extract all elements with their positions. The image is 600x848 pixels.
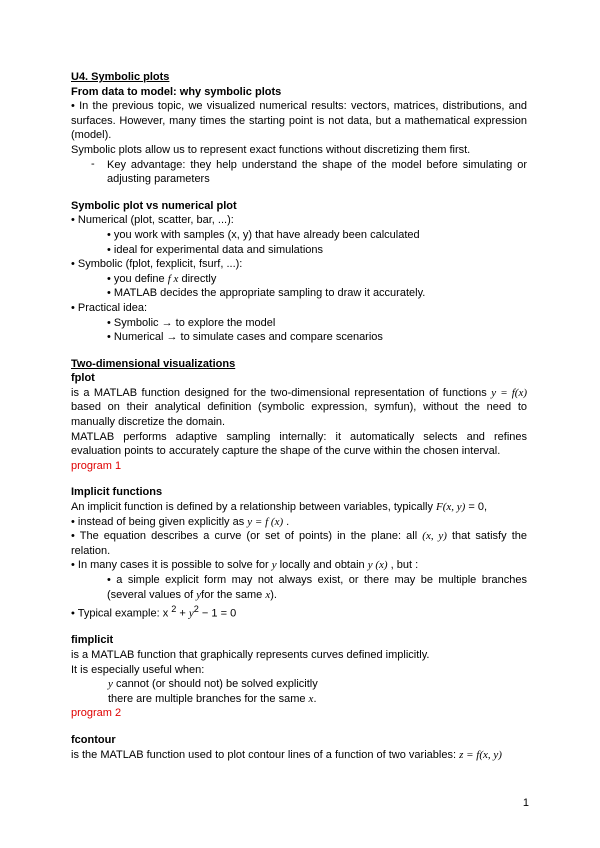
paragraph-line: is a MATLAB function that graphically represents curves defined implicitly. bbox=[71, 649, 430, 662]
paragraph-line: manually discretize the domain. bbox=[71, 416, 226, 429]
paragraph-line: is a MATLAB function designed for the two-dimensional representation of functions y = f(x) bbox=[71, 386, 528, 399]
page-number: 1 bbox=[522, 797, 529, 809]
key-advantage-line: adjusting parameters bbox=[107, 173, 210, 186]
paragraph-line: MATLAB performs adaptive sampling internally: it automatically selects and refines bbox=[71, 430, 527, 443]
paragraph-line: Symbolic plots allow us to represent exact functions without discretizing them first. bbox=[71, 143, 471, 156]
sub-bullet: • you define f x directly bbox=[107, 272, 217, 285]
indented-line: there are multiple branches for the same x. bbox=[108, 692, 317, 705]
paragraph-line: • The equation describes a curve (or set of points) in the plane: all (x, y) that satisfy the bbox=[71, 530, 527, 543]
paragraph-line: is the MATLAB function used to plot contour lines of a function of two variables: z = f(x, y) bbox=[71, 748, 502, 761]
section-heading-from-data: From data to model: why symbolic plots bbox=[71, 85, 282, 98]
paragraph-line: • Typical example: x $^2 + y^2 - 1 = 0$ bbox=[71, 604, 237, 620]
paragraph-line: based on their analytical definition (symbolic expression, symfun), without the need to bbox=[71, 401, 527, 414]
key-advantage-line: Key advantage: they help understand the shape of the model before simulating or bbox=[107, 158, 527, 171]
sub-bullet: • Numerical → to simulate cases and compare scenarios bbox=[107, 331, 383, 344]
paragraph-line: It is especially useful when: bbox=[71, 663, 205, 676]
program-label: program 2 bbox=[71, 707, 122, 720]
sub-bullet: • ideal for experimental data and simulations bbox=[107, 243, 324, 256]
document-body bbox=[71, 70, 527, 762]
paragraph-line: An implicit function is defined by a relationship between variables, typically F(x, y) = 0, bbox=[71, 501, 488, 514]
indented-line: y cannot (or should not) be solved explicitly bbox=[108, 678, 318, 691]
paragraph-line: • In many cases it is possible to solve for y locally and obtain y (x) , but : bbox=[71, 559, 419, 572]
sub-bullet-cont: (several values of yfor the same x). bbox=[107, 588, 277, 601]
sub-bullet: • MATLAB decides the appropriate sampling to draw it accurately. bbox=[107, 287, 426, 300]
subheading-implicit: Implicit functions bbox=[71, 486, 163, 499]
paragraph-line: surfaces. However, many times the starting point is not data, but a mathematical expression bbox=[71, 114, 527, 127]
sub-bullet: • you work with samples (x, y) that have already been calculated bbox=[107, 228, 420, 241]
paragraph-line: • instead of being given explicitly as y = f (x) . bbox=[71, 515, 290, 528]
subheading-fimplicit: fimplicit bbox=[71, 634, 114, 647]
bullet-numerical: • Numerical (plot, scatter, bar, ...): bbox=[71, 214, 234, 227]
section-heading-2d: Two-dimensional visualizations bbox=[71, 357, 236, 370]
subheading-fplot: fplot bbox=[71, 372, 95, 385]
bullet-practical: • Practical idea: bbox=[71, 301, 147, 314]
bullet-symbolic: • Symbolic (fplot, fexplicit, fsurf, ...): bbox=[71, 258, 243, 271]
sub-bullet: • a simple explicit form may not always exist, or there may be multiple branches bbox=[107, 574, 527, 586]
dash-marker: - bbox=[91, 157, 95, 170]
paragraph-line: • In the previous topic, we visualized numerical results: vectors, matrices, distributions, and bbox=[71, 100, 527, 113]
section-heading-vs: Symbolic plot vs numerical plot bbox=[71, 199, 237, 212]
paragraph-line: evaluation points to accurately capture the shape of the curve within the chosen interval. bbox=[71, 445, 501, 458]
subheading-fcontour: fcontour bbox=[71, 734, 116, 746]
page-title: U4. Symbolic plots bbox=[71, 71, 170, 83]
program-label: program 1 bbox=[71, 459, 122, 472]
sub-bullet: • Symbolic → to explore the model bbox=[107, 316, 276, 329]
paragraph-line: (model). bbox=[71, 129, 112, 142]
dash-list-item bbox=[71, 158, 527, 187]
paragraph-line: relation. bbox=[71, 544, 111, 557]
